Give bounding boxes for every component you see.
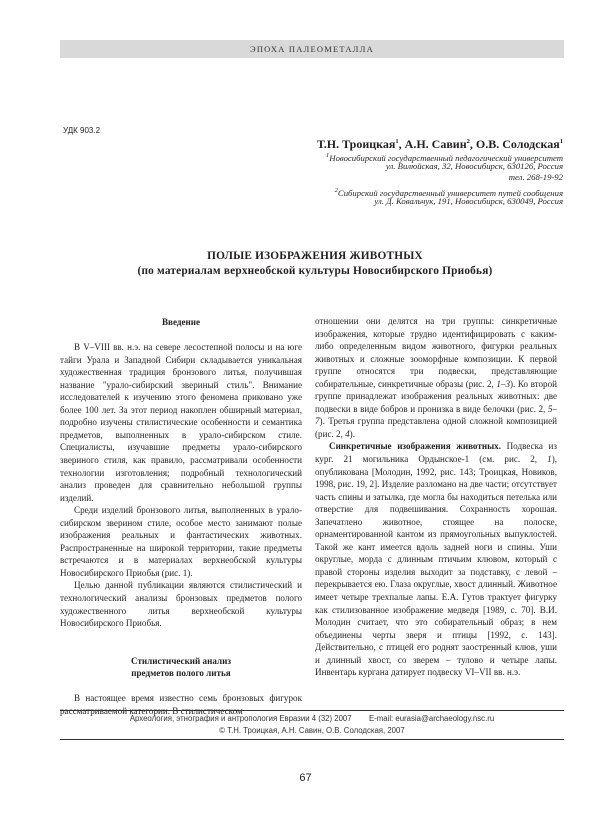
affiliation-text: ул. Д. Ковальчук, 191, Новосибирск, 630049, Россия — [374, 196, 563, 206]
text-run: Подвеска из кург. 21 могильника Ордынское-1 (см. рис. 2, — [315, 441, 558, 465]
section-heading: Введение — [161, 317, 201, 327]
affiliation-line — [374, 196, 563, 207]
affiliation-text: тел. 268-19-92 — [508, 172, 563, 182]
udk-code: УДК 903.2 — [63, 126, 101, 135]
page-number: 67 — [299, 772, 312, 784]
copyright-line: © Т.Н. Троицкая, А.Н. Савин, О.В. Солодская, 2007 — [219, 726, 405, 735]
affiliation-sup: 1 — [326, 152, 330, 159]
affiliation-line — [509, 172, 563, 183]
journal-line — [60, 714, 564, 723]
figure-ref: 1–3 — [496, 378, 511, 389]
author-sup: 1 — [559, 138, 563, 145]
article-title: ПОЛЫЕ ИЗОБРАЖЕНИЯ ЖИВОТНЫХ — [207, 250, 423, 262]
section-heading: Стилистический анализ — [131, 655, 231, 666]
affiliation-sup: 2 — [334, 187, 338, 194]
section-header-band: ЭПОХА ПАЛЕОМЕТАЛЛА — [60, 40, 564, 58]
author-sep: , — [398, 137, 405, 151]
author-name: О.В. Солодская — [475, 137, 560, 151]
paragraph — [315, 315, 557, 440]
author-sep: , — [469, 137, 476, 151]
figure-ref: 4 — [345, 428, 350, 439]
right-column — [315, 315, 557, 679]
journal-email: E-mail: eurasia@archaeology.nsc.ru — [368, 714, 495, 723]
affiliation-text: Сибирский государственный университет путей сообщения — [337, 187, 563, 198]
journal-info: Археология, этнография и антропология Евразии 4 (32) 2007 — [129, 714, 352, 723]
text-run: отношении они делятся на три группы: синкретичные изображения, которые трудно идентифицировать с каким-либо определенным видом животного, фигурки реальных животных и сложные зооморфные композиции. К первой группе относятся три подвески, представляющие собирательные, синкретичные образы (рис. 2, — [315, 316, 557, 389]
section-heading: предметов полого литья — [131, 668, 231, 679]
text-run: ). — [349, 428, 355, 439]
left-column — [60, 316, 302, 718]
paragraph: В настоящее время известно семь бронзовых фигурок — [74, 693, 302, 704]
footer-rule — [60, 739, 564, 740]
affiliation-text: ул. Вилюйская, 32, Новосибирск, 630126, Россия — [385, 161, 563, 171]
paragraph — [315, 440, 557, 678]
author-sup: 2 — [466, 138, 470, 145]
run-in-heading: Синкретичные изображения животных. — [329, 441, 501, 452]
paragraph: В V–VIII вв. н.э. на севере лесостепной полосы и на юге тайги Урала и Западной Сибири складывается уникальная художественная традиция бронзового литья, получившая название "урало-сибирский звериный стиль". Внимание исследователей к изучению этого феномена приковано уже более 100 лет. За этот период накоплен обширный материал, подробно изучены стилистические особенности и семантика предметов, выполненных в урало-сибирском стиле. Специалисты, изучавшие предметы урало-сибирского звериного стиля, как правило, рассматривали особенности технологии изготовления; подробный технологический анализ проведен для сравнительно небольшой группы изделий. — [60, 342, 302, 503]
text-run: ), опубликована [Молодин, 1992, рис. 143; Троицкая, Новиков, 1998, рис. 19, 2]. Изделие разломано на две части; отсутствует часть спины и затылка, где могла бы находиться петелька или отверстие для подвешивания. Сохранность хорошая. Запечатлено животное, стоящее на полоске, орнаментированной кантом из прямоугольных выпуклостей. Такой же кант имеется вдоль задней ноги и спины. Уши округлые, морда с длинным птичьим клювом, который с правой стороны изделия выходит за подставку, с левой – перекрывается ею. Глаза округлые, хвост длинный. Животное имеет четыре трехпалые лапы. Е.А. Гутов трактует фигурку как стилизованное изображение медведя [1989, с. 70]. В.И. Молодин считает, что это собирательный образ; в нем объединены черты зверя и птицы [1992, с. 143]. Действительно, с птицей его роднят заостренный клюв, уши и длинный хвост, со зверем – тулово и четыре лапы. Инвентарь кургана датирует подвеску VI–VII вв. н.э. — [315, 454, 557, 678]
affiliation-line — [386, 161, 563, 172]
text-run: ). Третья группа представлена одной сложной композицией (рис. 2, — [315, 416, 557, 439]
author-sup: 1 — [395, 138, 399, 145]
paragraph: Среди изделий бронзового литья, выполненных в урало-сибирском зверином стиле, особое место занимают полые изображения реальных и фантастических животных. Распространенные на широкой территории, такие предметы встречаются и в материалах верхнеобской культуры Новосибирского Приобья (рис. 1). — [60, 505, 302, 578]
figure-ref: 1 — [547, 454, 552, 465]
figure-ref: 5–7 — [315, 403, 557, 427]
author-name: Т.Н. Троицкая — [316, 137, 396, 151]
article-subtitle: (по материалам верхнеобской культуры Новосибирского Приобья) — [137, 265, 493, 277]
text-run: ). Ко второй группе принадлежат изображения реальных животных: две подвески в виде бобров и пронизка в виде белочки (рис. 2, — [315, 378, 557, 414]
footer-rule — [60, 710, 564, 711]
affiliation-text: Новосибирский государственный педагогический университет — [329, 152, 563, 163]
author-name: А.Н. Савин — [404, 137, 467, 151]
paragraph: Целью данной публикации являются стилистический и технологический анализы бронзовых предметов полого художественного литья верхнеобской культуры Новосибирского Приобья. — [60, 580, 302, 629]
